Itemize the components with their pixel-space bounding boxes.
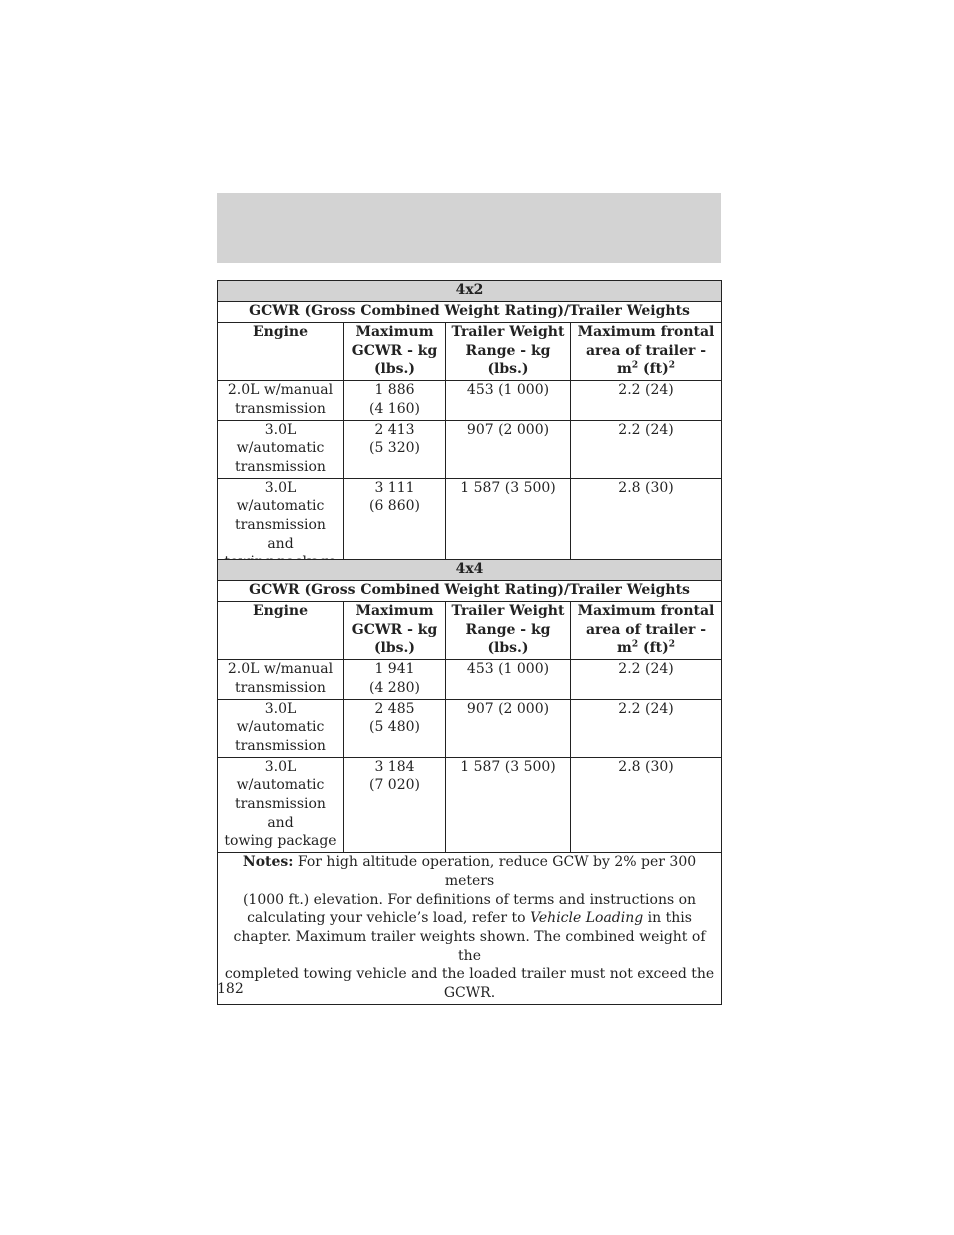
cell-trailer: 1 587 (3 500) (446, 757, 571, 853)
table-row (218, 757, 722, 853)
cell-gcwr: 1 886 (4 160) (344, 381, 446, 420)
cell-engine: 2.0L w/manual transmission (218, 381, 344, 420)
notes-label: Notes: (242, 854, 294, 871)
cell-trailer: 907 (2 000) (446, 420, 571, 478)
header-trailer-weight: Trailer Weight Range - kg (lbs.) (446, 323, 571, 381)
table-band: 4x4 (218, 560, 722, 581)
page-number: 182 (217, 981, 244, 997)
cell-area: 2.8 (30) (571, 757, 722, 853)
cell-area: 2.2 (24) (571, 660, 722, 699)
cell-gcwr: 2 413 (5 320) (344, 420, 446, 478)
table-title: GCWR (Gross Combined Weight Rating)/Trailer Weights (218, 581, 722, 602)
header-max-gcwr: Maximum GCWR - kg (lbs.) (344, 602, 446, 660)
cell-engine: 3.0L w/automatic transmission and (218, 478, 344, 574)
header-trailer-weight: Trailer Weight Range - kg (lbs.) (446, 602, 571, 660)
gcwr-table-4x2 (217, 280, 722, 574)
cell-engine: 3.0L w/automatic transmission (218, 420, 344, 478)
cell-trailer: 453 (1 000) (446, 660, 571, 699)
notes-cell: Notes: For high altitude operation, reduce GCW by 2% per 300 meters (1000 ft.) elevation. For definitions of terms and instructions on calculating your vehicle’s load, refer to Vehicle Loading in this chapter. Maximum trailer weights shown. The combined weight of the completed towing vehicle and the loaded trailer must not exceed the GCWR. (218, 853, 722, 1005)
table-row (218, 699, 722, 757)
cell-area: 2.2 (24) (571, 420, 722, 478)
header-engine: Engine (218, 602, 344, 660)
table-band-row (218, 560, 722, 581)
table-title-row (218, 581, 722, 602)
cell-trailer: 1 587 (3 500) (446, 478, 571, 574)
header-max-gcwr: Maximum GCWR - kg (lbs.) (344, 323, 446, 381)
cell-trailer: 453 (1 000) (446, 381, 571, 420)
cell-gcwr: 1 941 (4 280) (344, 660, 446, 699)
table-band: 4x2 (218, 281, 722, 302)
table-band-row (218, 281, 722, 302)
cell-area: 2.2 (24) (571, 381, 722, 420)
table-row (218, 381, 722, 420)
table-header-row (218, 323, 722, 381)
vehicle-loading-reference: Vehicle Loading (530, 910, 644, 927)
gcwr-table-4x4 (217, 559, 722, 1005)
cell-area: 2.8 (30) (571, 478, 722, 574)
cell-engine: 2.0L w/manual transmission (218, 660, 344, 699)
cell-gcwr: 3 111 (6 860) (344, 478, 446, 574)
header-frontal-area: Maximum frontal area of trailer - $m^2$ (ft)$^2$ (571, 602, 722, 660)
cell-trailer: 907 (2 000) (446, 699, 571, 757)
notes-row (218, 853, 722, 1005)
table-title: GCWR (Gross Combined Weight Rating)/Trailer Weights (218, 302, 722, 323)
table-row (218, 420, 722, 478)
section-header-band (217, 193, 721, 263)
cell-engine: 3.0L w/automatic transmission and towing package (218, 757, 344, 853)
table-row (218, 660, 722, 699)
cell-gcwr: 3 184 (7 020) (344, 757, 446, 853)
header-frontal-area: Maximum frontal area of trailer - $m^2$ (ft)$^2$ (571, 323, 722, 381)
header-engine: Engine (218, 323, 344, 381)
cell-engine: 3.0L w/automatic transmission (218, 699, 344, 757)
cell-gcwr: 2 485 (5 480) (344, 699, 446, 757)
table-title-row (218, 302, 722, 323)
cell-area: 2.2 (24) (571, 699, 722, 757)
table-header-row (218, 602, 722, 660)
